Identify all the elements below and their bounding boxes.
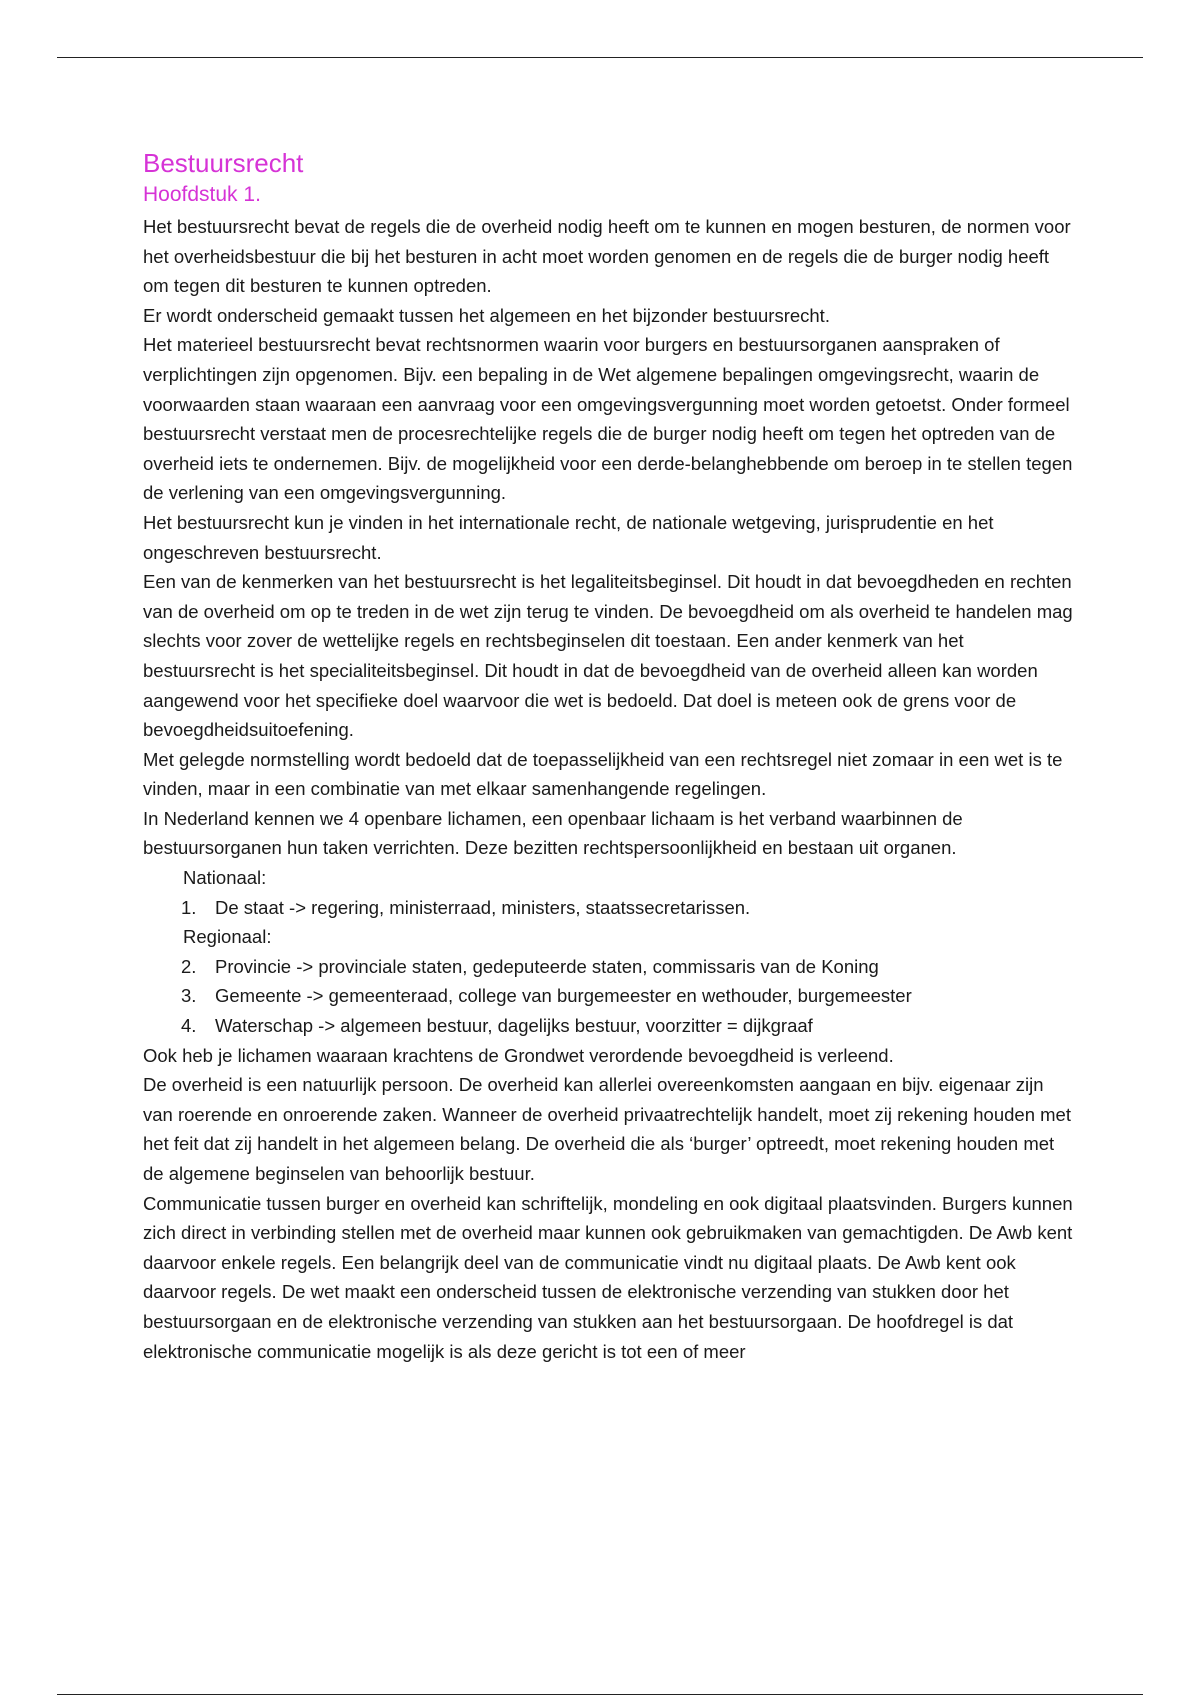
paragraph: Het bestuursrecht bevat de regels die de overheid nodig heeft om te kunnen en mogen besturen, de normen voor het overheidsbestuur die bij het besturen in acht moet worden genomen en de regels die de burger nodig heeft om tegen dit besturen te kunnen optreden. [143, 216, 1071, 297]
list-group-label: Regionaal: [183, 926, 272, 948]
paragraph: Met gelegde normstelling wordt bedoeld dat de toepasselijkheid van een rechtsregel niet zomaar in een wet is te vinden, maar in een combinatie van met elkaar samenhangende regelingen. [143, 748, 1063, 800]
list-item-text: Waterschap -> algemeen bestuur, dagelijks bestuur, voorzitter = dijkgraaf [215, 1015, 813, 1037]
list-item-text: Gemeente -> gemeenteraad, college van burgemeester en wethouder, burgemeester [215, 985, 912, 1007]
list-item [143, 1011, 1073, 1041]
list-item-text: Provincie -> provinciale staten, gedeputeerde staten, commissaris van de Koning [215, 955, 879, 977]
paragraph: Communicatie tussen burger en overheid kan schriftelijk, mondeling en ook digitaal plaatsvinden. Burgers kunnen zich direct in verbinding stellen met de overheid maar kunnen ook gebruikmaken van gemachtigden. De Awb kent daarvoor enkele regels. Een belangrijk deel van de communicatie vindt nu digitaal plaats. De Awb kent ook daarvoor regels. De wet maakt een onderscheid tussen de elektronische verzending van stukken door het bestuursorgaan en de elektronische verzending van stukken aan het bestuursorgaan. De hoofdregel is dat elektronische communicatie mogelijk is als deze gericht is tot een of meer [143, 1192, 1073, 1362]
paragraph: In Nederland kennen we 4 openbare lichamen, een openbaar lichaam is het verband waarbinnen de bestuursorganen hun taken verrichten. Deze bezitten rechtspersoonlijkheid en bestaan uit organen. [143, 807, 963, 859]
list-item [143, 981, 1073, 1011]
list-group-label: Nationaal: [183, 867, 267, 889]
paragraph: Het materieel bestuursrecht bevat rechtsnormen waarin voor burgers en bestuursorganen aanspraken of verplichtingen zijn opgenomen. Bijv. een bepaling in de Wet algemene bepalingen omgevingsrecht, waarin de voorwaarden staan waaraan een aanvraag voor een omgevingsvergunning moet worden getoetst. Onder formeel bestuursrecht verstaat men de procesrechtelijke regels die de burger nodig heeft om tegen het optreden van de overheid iets te ondernemen. Bijv. de mogelijkheid voor een derde-belanghebbende om beroep in te stellen tegen de verlening van een omgevingsvergunning. [143, 334, 1073, 504]
paragraph: Er wordt onderscheid gemaakt tussen het algemeen en het bijzonder bestuursrecht. [143, 304, 830, 326]
paragraph: Een van de kenmerken van het bestuursrecht is het legaliteitsbeginsel. Dit houdt in dat bevoegdheden en rechten van de overheid om op te treden in de wet zijn terug te vinden. De bevoegdheid om als overheid te handelen mag slechts voor zover de wettelijke regels en rechtsbeginselen dit toestaan. Een ander kenmerk van het bestuursrecht is het specialiteitsbeginsel. Dit houdt in dat de bevoegdheid van de overheid alleen kan worden aangewend voor het specifieke doel waarvoor die wet is bedoeld. Dat doel is meteen ook de grens voor de bevoegdheidsuitoefening. [143, 571, 1073, 741]
document-title: Bestuursrecht [143, 148, 304, 178]
list-item [143, 952, 1073, 982]
list-item-number: 4. [181, 1015, 197, 1037]
list-item-text: De staat -> regering, ministerraad, ministers, staatssecretarissen. [215, 896, 751, 918]
body-text [143, 212, 1073, 1366]
list-item-number: 3. [181, 985, 197, 1007]
list-item-number: 1. [181, 896, 197, 918]
paragraph: Het bestuursrecht kun je vinden in het internationale recht, de nationale wetgeving, jurisprudentie en het ongeschreven bestuursrecht. [143, 511, 994, 563]
list-item [143, 893, 1073, 923]
page-content [143, 146, 1073, 1366]
top-rule [57, 57, 1143, 58]
list-item-number: 2. [181, 955, 197, 977]
paragraph: De overheid is een natuurlijk persoon. De overheid kan allerlei overeenkomsten aangaan en bijv. eigenaar zijn van roerende en onroerende zaken. Wanneer de overheid privaatrechtelijk handelt, moet zij rekening houden met het feit dat zij handelt in het algemeen belang. De overheid die als ‘burger’ optreedt, moet rekening houden met de algemene beginselen van behoorlijk bestuur. [143, 1074, 1071, 1184]
bottom-rule [57, 1694, 1143, 1695]
chapter-heading: Hoofdstuk 1. [143, 183, 261, 206]
paragraph: Ook heb je lichamen waaraan krachtens de Grondwet verordende bevoegdheid is verleend. [143, 1044, 894, 1066]
